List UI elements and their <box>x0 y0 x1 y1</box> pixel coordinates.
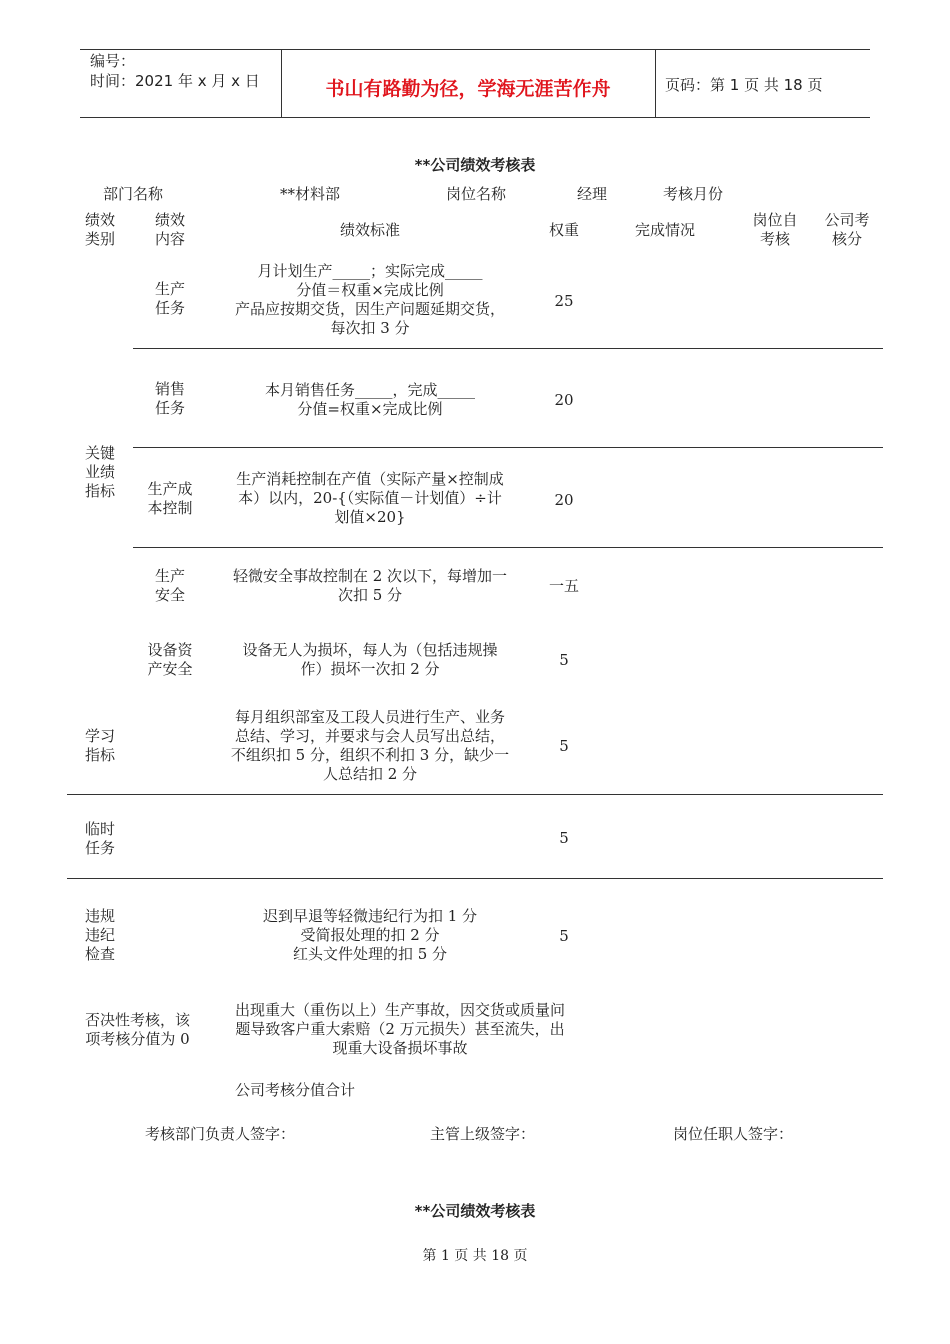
row-content-production-safety: 生产 安全 <box>154 567 185 604</box>
category-learning: 学习 指标 <box>84 727 115 764</box>
category-kpi: 关键 业绩 指标 <box>84 444 115 500</box>
category-discipline: 违规 违纪 检查 <box>84 907 115 963</box>
dept-name-value: **材料部 <box>280 185 341 203</box>
header-bottom-line <box>80 117 870 118</box>
category-temporary: 临时 任务 <box>84 820 115 857</box>
row-weight-learning: 5 <box>559 737 569 755</box>
signature-employee: 岗位任职人签字： <box>673 1125 794 1143</box>
row-separator-2 <box>133 447 883 448</box>
col-header-company-score: 公司考 核分 <box>824 211 870 248</box>
row-standard-learning: 每月组织部室及工段人员进行生产、业务 总结、学习，并要求与会人员写出总结， 不组织扣 5 分，组织不利扣 3 分，缺少一 人总结扣 2 分 <box>230 708 510 783</box>
row-content-production-task: 生产 任务 <box>154 280 185 317</box>
row-standard-sales-task: 本月销售任务_____，完成_____ 分值=权重×完成比例 <box>264 381 475 418</box>
signature-dept-head: 考核部门负责人签字： <box>145 1125 296 1143</box>
row-weight-equipment-safety: 5 <box>559 651 569 669</box>
row-weight-production-safety: 一五 <box>548 577 579 595</box>
row-weight-temporary: 5 <box>559 829 569 847</box>
row-weight-cost-control: 20 <box>554 491 574 509</box>
row-content-equipment-safety: 设备资 产安全 <box>147 641 193 678</box>
row-weight-production-task: 25 <box>554 292 574 310</box>
header-top-line <box>80 49 870 50</box>
row-standard-equipment-safety: 设备无人为损坏，每人为（包括违规操 作）损坏一次扣 2 分 <box>242 641 498 678</box>
row-content-cost-control: 生产成 本控制 <box>147 480 193 517</box>
form-title: **公司绩效考核表 <box>414 156 536 174</box>
assessment-month-label: 考核月份 <box>663 185 724 203</box>
total-score-label: 公司考核分值合计 <box>235 1081 356 1099</box>
row-separator-5 <box>67 878 883 879</box>
header-number-label: 编号： <box>90 52 136 70</box>
row-content-sales-task: 销售 任务 <box>154 380 185 417</box>
row-standard-production-safety: 轻微安全事故控制在 2 次以下，每增加一 次扣 5 分 <box>232 567 508 604</box>
header-time-label: 时间：2021 年 x 月 x 日 <box>90 72 260 90</box>
row-standard-cost-control: 生产消耗控制在产值（实际产量×控制成 本）以内，20-{（实际值－计划值）÷计 划值×20} <box>236 470 504 526</box>
row-weight-discipline: 5 <box>559 927 569 945</box>
footer-page-info: 第 1 页 共 18 页 <box>422 1248 528 1264</box>
col-header-category: 绩效 类别 <box>84 211 115 248</box>
col-header-self-score: 岗位自 考核 <box>752 211 798 248</box>
header-page-label: 页码：第 1 页 共 18 页 <box>665 76 823 94</box>
header-motto: 书山有路勤为径，学海无涯苦作舟 <box>325 78 611 100</box>
col-header-completion: 完成情况 <box>634 221 695 239</box>
row-standard-discipline: 迟到早退等轻微违纪行为扣 1 分 受简报处理的扣 2 分 红头文件处理的扣 5 分 <box>262 907 478 963</box>
dept-name-label: 部门名称 <box>103 185 164 203</box>
header-divider-2 <box>655 49 656 117</box>
post-name-label: 岗位名称 <box>446 185 507 203</box>
col-header-content: 绩效 内容 <box>154 211 185 248</box>
row-separator-1 <box>133 348 883 349</box>
row-separator-4 <box>67 794 883 795</box>
category-veto: 否决性考核，该 项考核分值为 0 <box>84 1011 190 1048</box>
row-separator-3 <box>133 547 883 548</box>
row-standard-production-task: 月计划生产_____；实际完成_____ 分值＝权重×完成比例 产品应按期交货，因生产问题延期交货， 每次扣 3 分 <box>234 262 505 337</box>
col-header-weight: 权重 <box>548 221 579 239</box>
post-name-value: 经理 <box>577 185 608 203</box>
col-header-standard: 绩效标准 <box>339 221 400 239</box>
signature-supervisor: 主管上级签字： <box>430 1125 536 1143</box>
row-standard-veto: 出现重大（重伤以上）生产事故，因交货或质量问 题导致客户重大索赔（2 万元损失）甚至流失，出 现重大设备损坏事故 <box>234 1001 565 1057</box>
form-title-repeat: **公司绩效考核表 <box>414 1202 536 1220</box>
row-weight-sales-task: 20 <box>554 391 574 409</box>
